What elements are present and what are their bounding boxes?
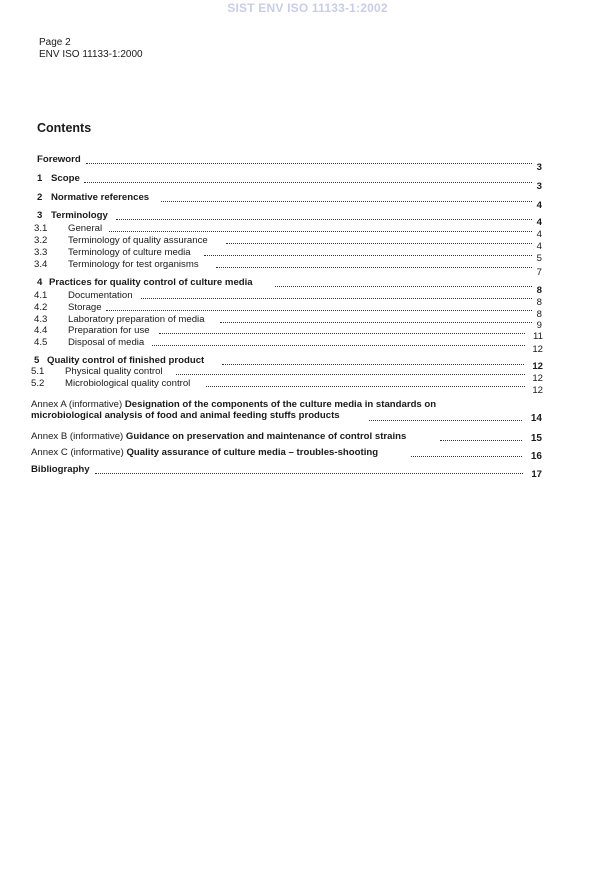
toc-title: Terminology for test organisms [68, 259, 199, 270]
toc-number: 4 [37, 277, 43, 288]
toc-leader [176, 373, 525, 375]
toc-entry-annex-c[interactable] [31, 447, 543, 463]
toc-number: 5 [34, 355, 40, 366]
toc-title: Terminology of culture media [68, 247, 191, 258]
toc-page: 12 [532, 385, 543, 396]
annex-prefix: Annex A (informative) [31, 399, 123, 410]
contents-title: Contents [37, 121, 92, 135]
toc-page: 7 [536, 267, 542, 278]
toc-title: Physical quality control [65, 366, 163, 377]
toc-leader [220, 321, 532, 323]
toc-number: 1 [37, 173, 43, 184]
toc-title: Terminology [51, 210, 108, 221]
toc-leader [84, 181, 532, 183]
toc-page: 3 [536, 181, 542, 192]
toc-leader [222, 363, 524, 365]
page-header [39, 37, 143, 61]
toc-title: Preparation for use [68, 325, 150, 336]
toc-leader [106, 309, 532, 311]
toc-leader [216, 266, 532, 268]
toc-number: 3.2 [34, 235, 48, 246]
toc-title: Disposal of media [68, 337, 145, 348]
toc-number: 4.3 [34, 314, 48, 325]
toc-number: 2 [37, 192, 43, 203]
toc-leader [86, 162, 532, 164]
toc-entry-culture-media-terminology[interactable] [34, 247, 543, 264]
toc-page: 8 [536, 285, 542, 296]
toc-leader [411, 455, 522, 457]
toc-leader [141, 297, 532, 299]
toc-title: Storage [68, 302, 102, 313]
toc-title: Documentation [68, 290, 133, 301]
toc-page: 8 [536, 309, 542, 320]
toc-page: 4 [536, 200, 542, 211]
toc-title: Quality control of finished product [47, 355, 205, 366]
toc-leader [204, 254, 532, 256]
toc-page: 16 [530, 451, 542, 462]
toc-title: Bibliography [31, 464, 90, 475]
toc-page: 4 [536, 229, 542, 240]
toc-leader [275, 285, 532, 287]
toc-number: 5.2 [31, 378, 45, 389]
annex-a-line-2 [31, 410, 340, 421]
toc-entry-disposal[interactable] [34, 337, 543, 355]
toc-entry-foreword[interactable] [37, 154, 543, 173]
annex-c-line [31, 447, 378, 458]
annex-b-line [31, 431, 406, 442]
toc-leader [226, 242, 532, 244]
toc-entry-normative-references[interactable] [37, 192, 543, 211]
toc-number: 3.3 [34, 247, 48, 258]
toc-page: 9 [536, 320, 542, 331]
toc-page: 14 [530, 413, 542, 424]
annex-title-line-2: microbiological analysis of food and animal feeding stuffs products [31, 410, 340, 421]
document-id: ENV ISO 11133-1:2000 [39, 49, 143, 60]
toc-page: 12 [532, 373, 543, 384]
annex-title: Quality assurance of culture media – troubles-shooting [126, 447, 379, 458]
toc-entry-microbiological-quality-control[interactable] [31, 378, 543, 396]
toc-entry-scope[interactable] [37, 173, 543, 192]
toc-leader [109, 230, 532, 232]
toc-leader [206, 385, 525, 387]
toc-title: Laboratory preparation of media [68, 314, 205, 325]
toc-leader [159, 332, 525, 334]
toc-page: 5 [536, 253, 542, 264]
toc-page: 4 [536, 217, 542, 228]
toc-leader [95, 472, 523, 474]
annex-title: Guidance on preservation and maintenance of control strains [125, 431, 407, 442]
toc-entry-annex-a[interactable] [31, 399, 543, 427]
annex-prefix: Annex B (informative) [31, 431, 124, 442]
toc-entry-test-organisms[interactable] [34, 259, 543, 278]
toc-number: 3.4 [34, 259, 48, 270]
toc-title: General [68, 223, 103, 234]
watermark: SIST ENV ISO 11133-1:2002 [227, 1, 388, 15]
toc-entry-bibliography[interactable] [31, 464, 543, 480]
toc-page: 11 [533, 331, 543, 342]
toc-entry-quality-assurance[interactable] [34, 235, 543, 252]
toc-leader [161, 200, 532, 202]
toc-title: Microbiological quality control [65, 378, 191, 389]
annex-a-line-1 [31, 399, 436, 410]
toc-entry-terminology[interactable] [37, 210, 543, 228]
toc-leader [152, 344, 525, 346]
toc-title: Practices for quality control of culture media [49, 277, 253, 288]
toc-page: 4 [536, 241, 542, 252]
toc-number: 3.1 [34, 223, 48, 234]
page-number: Page 2 [39, 37, 71, 48]
toc-page: 15 [530, 433, 542, 444]
toc-page: 12 [532, 361, 543, 372]
toc-title: Normative references [51, 192, 150, 203]
annex-title-line-1: Designation of the components of the culture media in standards on [124, 399, 437, 410]
toc-number: 3 [37, 210, 43, 221]
toc-leader [116, 218, 532, 220]
toc-leader [440, 439, 522, 441]
toc-entry-preparation-for-use[interactable] [34, 325, 543, 342]
toc-page: 3 [536, 162, 542, 173]
toc-page: 17 [531, 469, 542, 480]
toc-entry-annex-b[interactable] [31, 431, 543, 444]
annex-prefix: Annex C (informative) [31, 447, 124, 458]
toc-number: 4.5 [34, 337, 48, 348]
toc-leader [369, 419, 522, 421]
toc-number: 4.2 [34, 302, 48, 313]
toc-number: 4.4 [34, 325, 48, 336]
toc-entry-general[interactable] [34, 223, 543, 240]
toc-number: 5.1 [31, 366, 45, 377]
toc-number: 4.1 [34, 290, 48, 301]
toc-page: 8 [536, 297, 542, 308]
toc-title: Scope [51, 173, 80, 184]
toc-title: Foreword [37, 154, 81, 165]
toc-title: Terminology of quality assurance [68, 235, 208, 246]
toc-page: 12 [532, 344, 543, 355]
